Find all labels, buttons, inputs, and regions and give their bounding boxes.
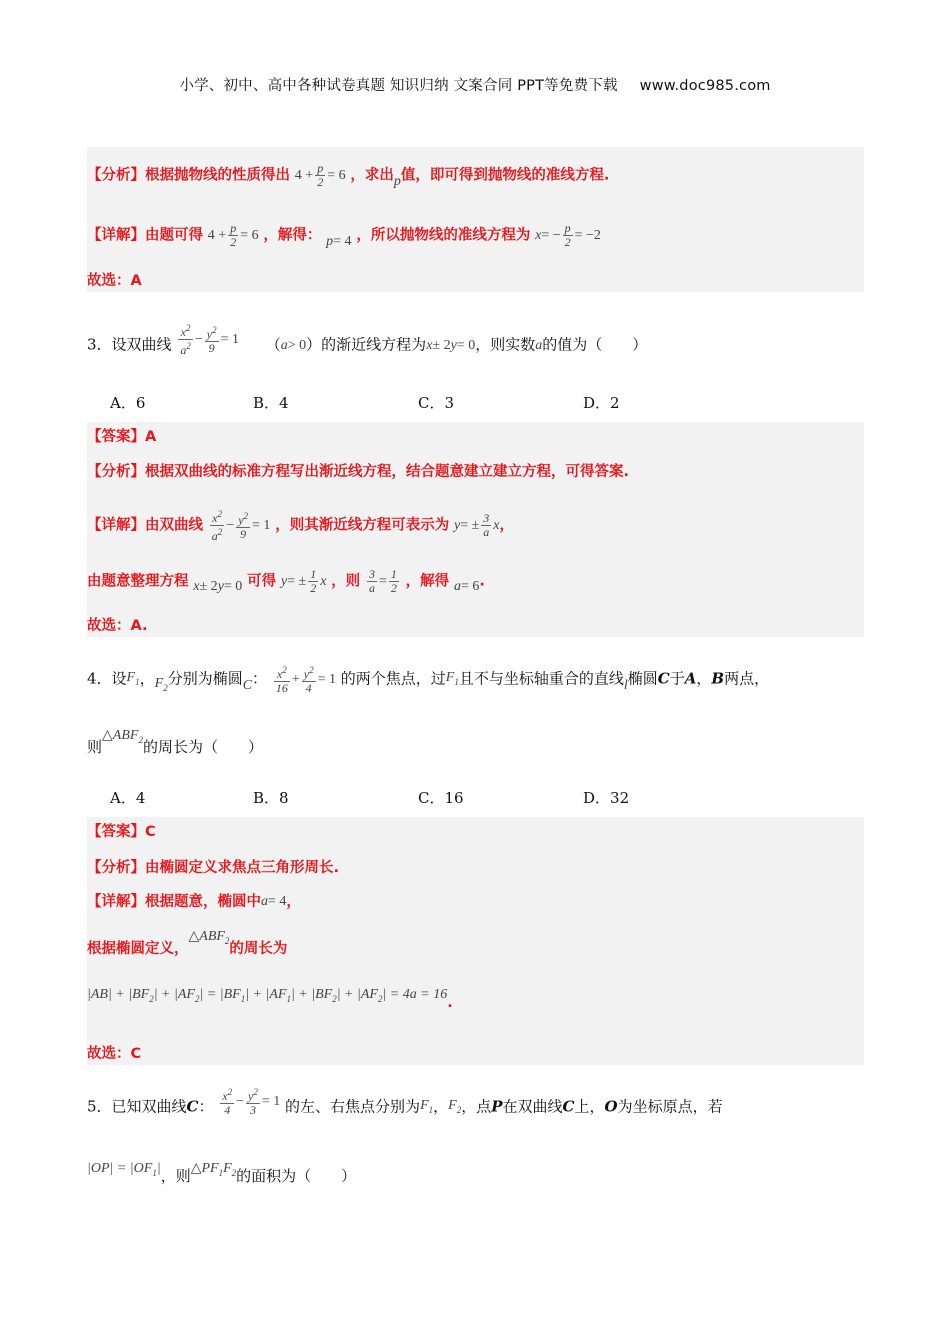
q4-option-a[interactable]: A．4 — [110, 789, 146, 807]
q4-detail-3: $|AB| + |BF_2| + |AF_2| = |BF_1| + |AF_1| + |BF_2| + |AF_2| = 4a = 16$. — [87, 987, 453, 1011]
q3-option-c[interactable]: C．3 — [418, 394, 455, 412]
q3-option-b[interactable]: B．4 — [253, 394, 289, 412]
q3-answer: 【答案】A — [87, 429, 157, 445]
q3-analysis: 【分析】根据双曲线的标准方程写出渐近线方程，结合题意建立建立方程，可得答案. — [87, 464, 630, 480]
page-header — [0, 74, 950, 95]
q5-stem-1: 5．已知双曲线C： $\frac{x^2}{4}$ − $\frac{y^2}{3}$ = 1 的左、右焦点分别为$F_1$，$F_2$，点P在双曲线C上，O为坐标原点，若 — [87, 1087, 723, 1117]
q4-option-d[interactable]: D．32 — [583, 789, 630, 807]
q3-choice: 故选：A. — [87, 618, 148, 634]
q4-detail-2: 根据椭圆定义，$\triangle ABF_2$的周长为 — [87, 929, 288, 957]
q2-analysis: 【分析】根据抛物线的性质得出 4 + $\frac{p}{2}$ = 6 ，求出p值，即可得到抛物线的准线方程. — [87, 161, 610, 189]
header-text: 小学、初中、高中各种试卷真题 知识归纳 文案合同 PPT等免费下载 — [179, 78, 618, 94]
q3-option-d[interactable]: D．2 — [583, 394, 620, 412]
q3-stem: 3．设双曲线 $\frac{x^2}{a^2}$ − $\frac{y^2}{9}$ = 1 （a> 0）的渐近线方程为x± 2y= 0，则实数a的值为（ ） — [87, 323, 648, 357]
q4-option-b[interactable]: B．8 — [253, 789, 289, 807]
q3-option-a[interactable]: A．6 — [110, 394, 146, 412]
q2-choice: 故选：A — [87, 273, 142, 289]
q4-detail-1: 【详解】根据题意，椭圆中a= 4， — [87, 894, 301, 910]
q4-option-c[interactable]: C．16 — [418, 789, 464, 807]
q4-answer: 【答案】C — [87, 824, 156, 840]
q2-detail: 【详解】由题可得 4 + $\frac{p}{2}$ = 6 ，解得： p= 4 ，所以抛物线的准线方程为 x= − $\frac{p}{2}$ = −2 — [87, 221, 601, 249]
q4-stem-2: 则$\triangle ABF_2$的周长为（ ） — [87, 728, 263, 756]
q5-stem-2: $|OP| = |OF_1|$，则$\triangle PF_1F_2$的面积为（ ） — [87, 1161, 357, 1185]
q3-detail-2: 由题意整理方程 x± 2y= 0 可得 y= ± $\frac{1}{2}$ x ，则 $\frac{3}{a}$ = $\frac{1}{2}$ ，解得 a= 6. — [87, 567, 485, 595]
q3-detail-1: 【详解】由双曲线 $\frac{x^2}{a^2}$ − $\frac{y^2}{9}$ = 1 ，则其渐近线方程可表示为 y= ± $\frac{3}{a}$ x， — [87, 509, 515, 543]
q4-choice: 故选：C — [87, 1046, 142, 1062]
q4-analysis: 【分析】由椭圆定义求焦点三角形周长. — [87, 860, 340, 876]
q4-stem-1: 4．设$F_1$，$F_2$分别为椭圆C： $\frac{x^2}{16}$ + $\frac{y^2}{4}$ = 1 的两个焦点，过$F_1$且不与坐标轴重合的直线l椭圆C于A，B两点， — [87, 665, 770, 695]
header-url[interactable]: www.doc985.com — [639, 78, 771, 94]
